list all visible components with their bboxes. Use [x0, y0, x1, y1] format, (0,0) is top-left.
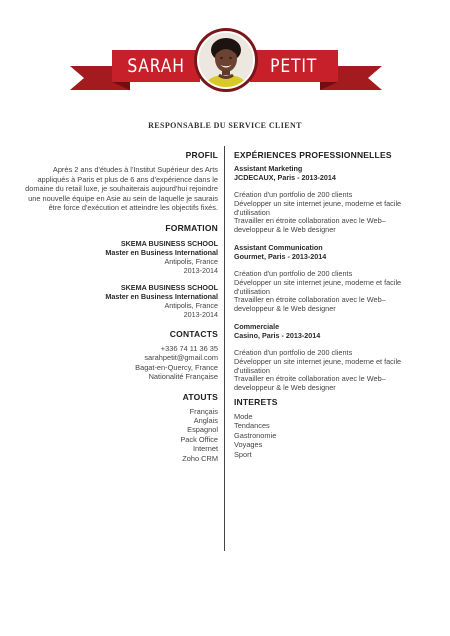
skills-list	[20, 407, 218, 463]
experience-task: developpeur & le Web designer	[234, 225, 336, 235]
interests-list	[234, 412, 434, 459]
experience-company: Gourmet, Paris - 2013-2014	[234, 251, 327, 261]
experience-tasks	[234, 191, 434, 235]
interest-item: Sport	[234, 449, 252, 459]
skill-item: Internet	[192, 444, 218, 454]
right-column	[234, 150, 434, 459]
ribbon-first-name	[112, 50, 200, 82]
interest-item: Mode	[234, 411, 253, 421]
contact-email: sarahpetit@gmail.com	[144, 353, 218, 363]
ribbon-fold-left	[112, 82, 130, 90]
education-degree: Master en Business International	[105, 247, 218, 257]
experience-tasks	[234, 270, 434, 314]
experience-task: Création d'un portfolio de 200 clients	[234, 190, 353, 199]
experience-item	[234, 164, 434, 235]
skill-item: Anglais	[193, 416, 218, 425]
contacts-heading: CONTACTS	[169, 328, 218, 339]
interest-item: Voyages	[234, 440, 263, 450]
education-degree: Master en Business International	[105, 291, 218, 301]
last-name: PETIT	[270, 55, 318, 77]
education-item	[20, 283, 218, 319]
education-place: Antipolis, France	[164, 300, 218, 310]
experience-item	[234, 322, 434, 393]
job-title: RESPONSABLE DU SERVICE CLIENT	[148, 121, 302, 130]
experience-heading: EXPÉRIENCES PROFESSIONNELLES	[234, 150, 392, 160]
education-years: 2013-2014	[183, 309, 218, 319]
experience-item	[234, 243, 434, 314]
contacts-list	[20, 344, 218, 382]
experience-task: d'utilisation	[234, 286, 270, 296]
contact-location: Bagat-en-Quercy, France	[135, 362, 218, 372]
education-school: SKEMA BUSINESS SCHOOL	[120, 282, 218, 292]
profile-text: Après 2 ans d'études à l'Institut Supérieur des Arts appliqués à Paris et plus de 6 ans d'expérience dans le domaine du retail luxe, je souhaiterais aujourd'hui rejoindre une nouvelle équipe en Asie au sein de laquelle je saurais être force d'exécution et atteindre les objectifs fixés.	[25, 165, 218, 213]
skill-item: Zoho CRM	[182, 453, 218, 463]
education-heading: FORMATION	[165, 222, 218, 233]
experience-task: Développer un site internet jeune, moderne et facile	[234, 198, 402, 208]
skill-item: Pack Office	[180, 434, 218, 444]
ribbon-last-name	[250, 50, 338, 82]
contact-nationality: Nationalité Française	[148, 372, 218, 382]
experience-task: developpeur & le Web designer	[234, 383, 336, 393]
column-divider	[224, 146, 225, 551]
contact-phone: +336 74 11 36 35	[160, 343, 218, 353]
experience-role: Assistant Marketing	[234, 164, 303, 173]
experience-task: d'utilisation	[234, 365, 270, 375]
experience-task: Création d'un portfolio de 200 clients	[234, 268, 353, 278]
experience-task: Travailler en étroite collaboration avec le Web–	[234, 216, 386, 226]
skill-item: Espagnol	[187, 425, 218, 435]
experience-task: Développer un site internet jeune, moderne et facile	[234, 277, 402, 287]
ribbon-fold-right	[320, 82, 338, 90]
experience-task: d'utilisation	[234, 207, 270, 217]
experience-company: Casino, Paris - 2013-2014	[234, 330, 321, 340]
profile-heading: PROFIL	[185, 150, 218, 160]
experience-company: JCDECAUX, Paris - 2013-2014	[234, 173, 336, 182]
profile-photo	[194, 28, 258, 92]
experience-task: developpeur & le Web designer	[234, 304, 336, 314]
education-place: Antipolis, France	[164, 256, 218, 266]
skills-heading: ATOUTS	[182, 391, 218, 402]
experience-role: Assistant Communication	[234, 242, 323, 252]
avatar	[197, 31, 255, 89]
experience-tasks	[234, 349, 434, 393]
experience-task: Travailler en étroite collaboration avec le Web–	[234, 295, 386, 305]
education-item	[20, 239, 218, 275]
experience-role: Commerciale	[234, 321, 280, 331]
skill-item: Français	[189, 406, 218, 416]
experience-task: Travailler en étroite collaboration avec le Web–	[234, 374, 386, 384]
interests-heading: INTERETS	[234, 396, 278, 407]
education-years: 2013-2014	[183, 265, 218, 275]
interest-item: Tendances	[234, 421, 270, 431]
education-school: SKEMA BUSINESS SCHOOL	[120, 238, 218, 248]
interest-item: Gastronomie	[234, 430, 277, 440]
first-name: SARAH	[127, 55, 185, 77]
left-column	[20, 150, 218, 463]
experience-task: Création d'un portfolio de 200 clients	[234, 347, 353, 357]
portrait-illustration	[199, 33, 253, 87]
experience-task: Développer un site internet jeune, moderne et facile	[234, 356, 402, 366]
